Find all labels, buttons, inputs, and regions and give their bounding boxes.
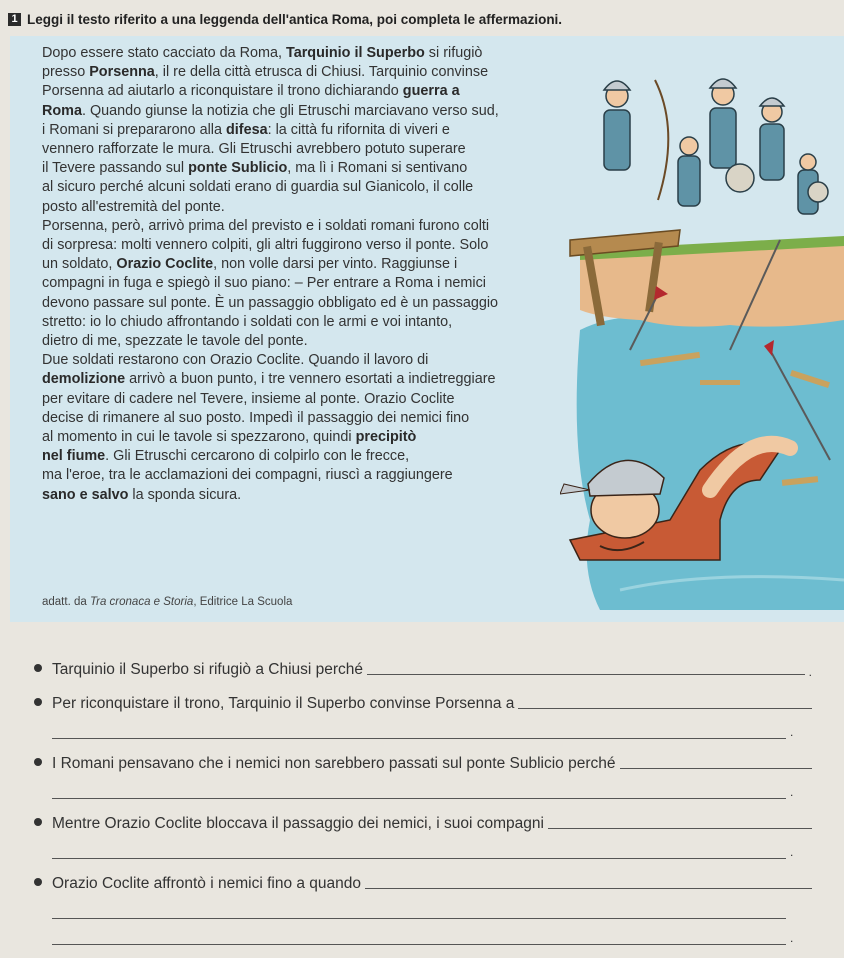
reading-segment: di sorpresa: molti vennero colpiti, gli altri fuggirono verso il ponte. Solo xyxy=(42,237,489,254)
reading-segment: , non volle darsi per vinto. Raggiunse i xyxy=(213,256,458,273)
reading-segment: . Gli Etruschi cercarono di colpirlo con le frecce, xyxy=(105,448,410,465)
question-item xyxy=(32,689,812,749)
reading-segment: Due soldati restarono con Orazio Coclite. Quando il lavoro di xyxy=(42,352,429,369)
bullet-icon xyxy=(34,698,42,706)
reading-line xyxy=(42,447,582,466)
bold-keyword: demolizione xyxy=(42,371,126,388)
reading-segment: decise di rimanere al suo posto. Impedì il passaggio dei nemici fino xyxy=(42,409,470,426)
source-prefix: adatt. da xyxy=(42,596,90,608)
question-line xyxy=(32,689,812,713)
answer-blank[interactable] xyxy=(365,874,812,889)
reading-line xyxy=(42,198,582,217)
reading-line xyxy=(42,351,582,370)
reading-segment: . Quando giunse la notizia che gli Etruschi marciavano verso sud, xyxy=(81,102,499,119)
question-text: Tarquinio il Superbo si rifugiò a Chiusi perché xyxy=(52,661,364,678)
answer-line[interactable] xyxy=(52,738,786,739)
end-period: . xyxy=(790,725,794,739)
bold-keyword: difesa xyxy=(225,121,268,138)
answer-line[interactable] xyxy=(52,798,786,799)
etruscan-soldiers-image xyxy=(604,79,828,214)
reading-text xyxy=(42,44,582,505)
reading-segment: Porsenna, però, arrivò prima del previsto e i soldati romani furono colti xyxy=(42,217,490,234)
reading-segment: Porsenna ad aiutarlo a riconquistare il trono dichiarando xyxy=(42,83,403,100)
reading-segment: presso xyxy=(42,64,90,81)
reading-line xyxy=(42,428,582,447)
answer-blank[interactable] xyxy=(367,660,805,675)
reading-line xyxy=(42,159,582,178)
reading-segment: , il re della città etrusca di Chiusi. Tarquinio convinse xyxy=(154,64,489,81)
bold-keyword: sano e salvo xyxy=(42,486,129,503)
answer-line[interactable] xyxy=(52,944,786,945)
question-line xyxy=(32,749,812,773)
bullet-icon xyxy=(34,878,42,886)
reading-line xyxy=(42,217,582,236)
reading-segment: stretto: io lo chiudo affrontando i soldati con le armi e voi intanto, xyxy=(42,313,453,330)
end-period: . xyxy=(790,845,794,859)
reading-line xyxy=(42,274,582,293)
instruction-text: Leggi il testo riferito a una leggenda dell'antica Roma, poi completa le affermazioni. xyxy=(27,12,563,27)
bold-keyword: nel fiume xyxy=(42,448,106,465)
question-text: I Romani pensavano che i nemici non sarebbero passati sul ponte Sublicio perché xyxy=(52,755,616,772)
bullet-icon xyxy=(34,664,42,672)
reading-segment: un soldato, xyxy=(42,256,117,273)
reading-line xyxy=(42,409,582,428)
reading-segment: al sicuro perché alcuni soldati erano di guardia sul Gianicolo, il colle xyxy=(42,179,474,196)
reading-segment: : la città fu rifornita di viveri e xyxy=(267,121,450,138)
question-text: Per riconquistare il trono, Tarquinio il Superbo convinse Porsenna a xyxy=(52,695,515,712)
reading-line xyxy=(42,63,582,82)
bold-keyword: Tarquinio il Superbo xyxy=(285,45,425,61)
bold-keyword: precipitò xyxy=(355,429,417,446)
answer-blank[interactable] xyxy=(620,754,812,769)
reading-segment: si rifugiò xyxy=(424,45,483,61)
reading-segment: i Romani si prepararono alla xyxy=(42,121,226,138)
question-line xyxy=(32,869,812,893)
question-item xyxy=(32,809,812,869)
answer-blank[interactable] xyxy=(548,814,812,829)
reading-segment: , ma lì i Romani si sentivano xyxy=(287,160,468,177)
answer-line[interactable] xyxy=(52,918,786,919)
reading-segment: per evitare di cadere nel Tevere, insieme al ponte. Orazio Coclite xyxy=(42,390,455,407)
answer-line[interactable] xyxy=(52,858,786,859)
reading-segment: al momento in cui le tavole si spezzarono, quindi xyxy=(42,429,356,446)
question-line xyxy=(32,809,812,833)
end-period: . xyxy=(808,665,812,679)
source-suffix: , Editrice La Scuola xyxy=(193,596,293,608)
reading-segment: Dopo essere stato cacciato da Roma, xyxy=(42,45,286,61)
question-text: Mentre Orazio Coclite bloccava il passaggio dei nemici, i suoi compagni xyxy=(52,815,544,832)
reading-line xyxy=(42,255,582,274)
bullet-icon xyxy=(34,758,42,766)
reading-line xyxy=(42,466,582,485)
reading-segment: la sponda sicura. xyxy=(128,486,242,503)
reading-segment: il Tevere passando sul xyxy=(42,160,189,177)
end-period: . xyxy=(790,785,794,799)
reading-segment: arrivò a buon punto, i tre vennero esortati a indietreggiare xyxy=(125,371,496,388)
bold-keyword: ponte Sublicio xyxy=(188,160,288,177)
reading-segment: devono passare sul ponte. È un passaggio obbligato ed è un passaggio xyxy=(42,294,499,311)
bold-keyword: Porsenna xyxy=(89,64,155,81)
bold-keyword: Roma xyxy=(42,102,82,119)
exercise-instruction xyxy=(8,12,828,27)
reading-line xyxy=(42,332,582,351)
source-title: Tra cronaca e Storia xyxy=(89,596,194,608)
exercise-number: 1 xyxy=(8,13,21,26)
question-item xyxy=(32,869,812,955)
horatius-illustration xyxy=(560,50,844,610)
bold-keyword: guerra a xyxy=(402,83,460,100)
reading-segment: ma l'eroe, tra le acclamazioni dei compagni, riuscì a raggiungere xyxy=(42,467,453,484)
bold-keyword: Orazio Coclite xyxy=(116,256,214,273)
reading-line xyxy=(42,178,582,197)
reading-line xyxy=(42,140,582,159)
reading-line xyxy=(42,313,582,332)
reading-line xyxy=(42,44,582,63)
end-period: . xyxy=(790,931,794,945)
reading-line xyxy=(42,82,582,101)
reading-line xyxy=(42,390,582,409)
reading-line xyxy=(42,121,582,140)
question-line xyxy=(32,655,812,679)
reading-segment: dietro di me, spezzate le tavole del ponte. xyxy=(42,333,308,350)
reading-segment: vennero rafforzate le mura. Gli Etruschi avrebbero potuto superare xyxy=(42,141,466,158)
reading-segment: posto all'estremità del ponte. xyxy=(42,198,225,215)
question-item xyxy=(32,655,812,689)
answer-blank[interactable] xyxy=(518,694,812,709)
reading-segment: compagni in fuga e spiegò il suo piano: – Per entrare a Roma i nemici xyxy=(42,275,486,292)
question-item xyxy=(32,749,812,809)
reading-line xyxy=(42,236,582,255)
reading-line xyxy=(42,486,582,505)
reading-line xyxy=(42,102,582,121)
reading-line xyxy=(42,370,582,389)
completion-questions xyxy=(32,655,812,955)
question-text: Orazio Coclite affrontò i nemici fino a quando xyxy=(52,875,362,892)
source-credit xyxy=(42,596,292,608)
bullet-icon xyxy=(34,818,42,826)
reading-line xyxy=(42,294,582,313)
